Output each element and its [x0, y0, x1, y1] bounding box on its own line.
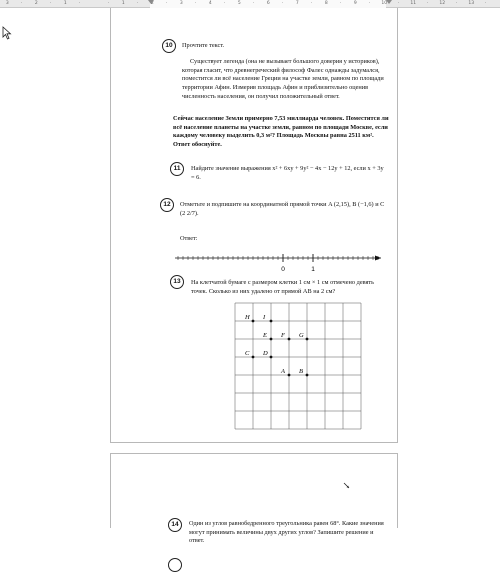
ruler-mark: · [427, 1, 429, 6]
task-10-heading: Прочтите текст. [182, 42, 225, 49]
ruler-mark: · [224, 1, 226, 6]
ruler-mark: · [21, 1, 23, 6]
task-11-number: 11 [170, 162, 184, 176]
ruler-mark: 10 [381, 1, 388, 6]
grid-point-E [270, 338, 273, 341]
grid-point-label-F: F [281, 332, 285, 339]
task-11-text: Найдите значение выражения x² + 6xy + 9y² − 4x − 12y + 12, если x + 3y = 6. [191, 165, 384, 181]
grid-paper [235, 303, 361, 429]
document-page-1[interactable] [110, 8, 398, 443]
tick-label-0: 0 [281, 266, 285, 273]
ruler-mark: · [195, 1, 197, 6]
ruler-mark: · [253, 1, 255, 6]
ruler-mark: · [108, 1, 110, 6]
ruler-mark: 4 [208, 1, 212, 6]
grid-point-label-D: D [263, 350, 268, 357]
ruler-mark: · [137, 1, 139, 6]
ruler-mark: 1 [121, 1, 125, 6]
task-10-number: 10 [162, 39, 176, 53]
ruler-mark: 2 [34, 1, 38, 6]
grid-point-label-I: I [263, 314, 266, 321]
task-10-question: Сейчас население Земли примерно 7,53 миллиарда человек. Поместится ли всё население планеты на участке земли, равном по площади Москве, если каждому человеку выделить 0,3 м²? Площадь Москвы равна 2511 км². Ответ обоснуйте. [173, 115, 389, 149]
ruler-mark: 5 [237, 1, 241, 6]
ruler-mark: · [311, 1, 313, 6]
grid-point-label-A: A [281, 368, 285, 375]
grid-point-label-B: B [299, 368, 303, 375]
ruler-mark [87, 0, 102, 8]
ruler-mark: 7 [295, 1, 299, 6]
ruler-mark: 1 [63, 1, 67, 6]
ruler-mark: 3 [5, 1, 9, 6]
grid-point-C [252, 356, 255, 359]
ruler-mark: · [166, 1, 168, 6]
ruler-marks [0, 0, 500, 8]
task-15-number-partial [168, 558, 182, 572]
ruler-mark: · [369, 1, 371, 6]
ruler-mark: · [282, 1, 284, 6]
tick-label-1: 1 [311, 266, 315, 273]
page-gap [0, 444, 500, 453]
document-page-2[interactable] [110, 453, 398, 545]
task-10-legend: Существует легенда (она не вызывает большого доверия у историков), которая гласит, что древнегреческий философ Фалес однажды задумался, поместится ли всё население Греции на участке земли, равном по площади территории Афин. Измерив площадь Афин и приблизительно оценив численность населения, он получил положительный ответ. [182, 58, 384, 100]
ruler-mark: · [456, 1, 458, 6]
grid-point-I [270, 320, 273, 323]
ruler-mark: · [79, 1, 81, 6]
ruler-mark: 9 [353, 1, 357, 6]
ruler-mark: · [340, 1, 342, 6]
mouse-cursor-icon [2, 26, 12, 40]
grid-point-label-E: E [263, 332, 267, 339]
grid-point-H [252, 320, 255, 323]
ruler-mark: · [398, 1, 400, 6]
task-14-text: Один из углов равнобедренного треугольника равен 68°. Какие значения могут принимать величины двух других углов? Запишите решение и ответ. [189, 520, 384, 545]
ruler-mark: 13 [468, 1, 475, 6]
cursor-mark-icon [343, 482, 353, 492]
ruler-mark: 2 [150, 1, 154, 6]
task-12-number: 12 [160, 198, 174, 212]
ruler-mark: 11 [410, 1, 417, 6]
ruler-mark: 3 [179, 1, 183, 6]
ruler-mark: 8 [324, 1, 328, 6]
task-13-text: На клетчатой бумаге с размером клетки 1 см × 1 см отмечено девять точек. Сколько из них удалено от прямой AB на 2 см? [191, 279, 375, 295]
grid-point-label-C: C [245, 350, 250, 357]
right-indent-marker[interactable] [386, 0, 392, 7]
task-13-number: 13 [170, 275, 184, 289]
task-14-number: 14 [168, 518, 182, 532]
grid-point-label-H: H [245, 314, 250, 321]
grid-point-G [306, 338, 309, 341]
left-indent-marker[interactable] [148, 0, 154, 7]
answer-label: Ответ: [180, 235, 198, 242]
ruler-mark: · [50, 1, 52, 6]
grid-point-F [288, 338, 291, 341]
ruler-mark: · [485, 1, 487, 6]
coordinate-number-line[interactable] [175, 246, 385, 276]
task-12-text: Отметьте и подпишите на координатной прямой точки A (2,15), B (−1,6) и C (2 2/7). [180, 201, 385, 217]
grid-point-label-G: G [299, 332, 304, 339]
grid-point-A [288, 374, 291, 377]
grid-point-D [270, 356, 273, 359]
ruler-mark: 6 [266, 1, 270, 6]
ruler-mark: 12 [439, 1, 446, 6]
horizontal-ruler[interactable] [0, 0, 500, 8]
grid-point-B [306, 374, 309, 377]
grid-points [244, 314, 308, 376]
